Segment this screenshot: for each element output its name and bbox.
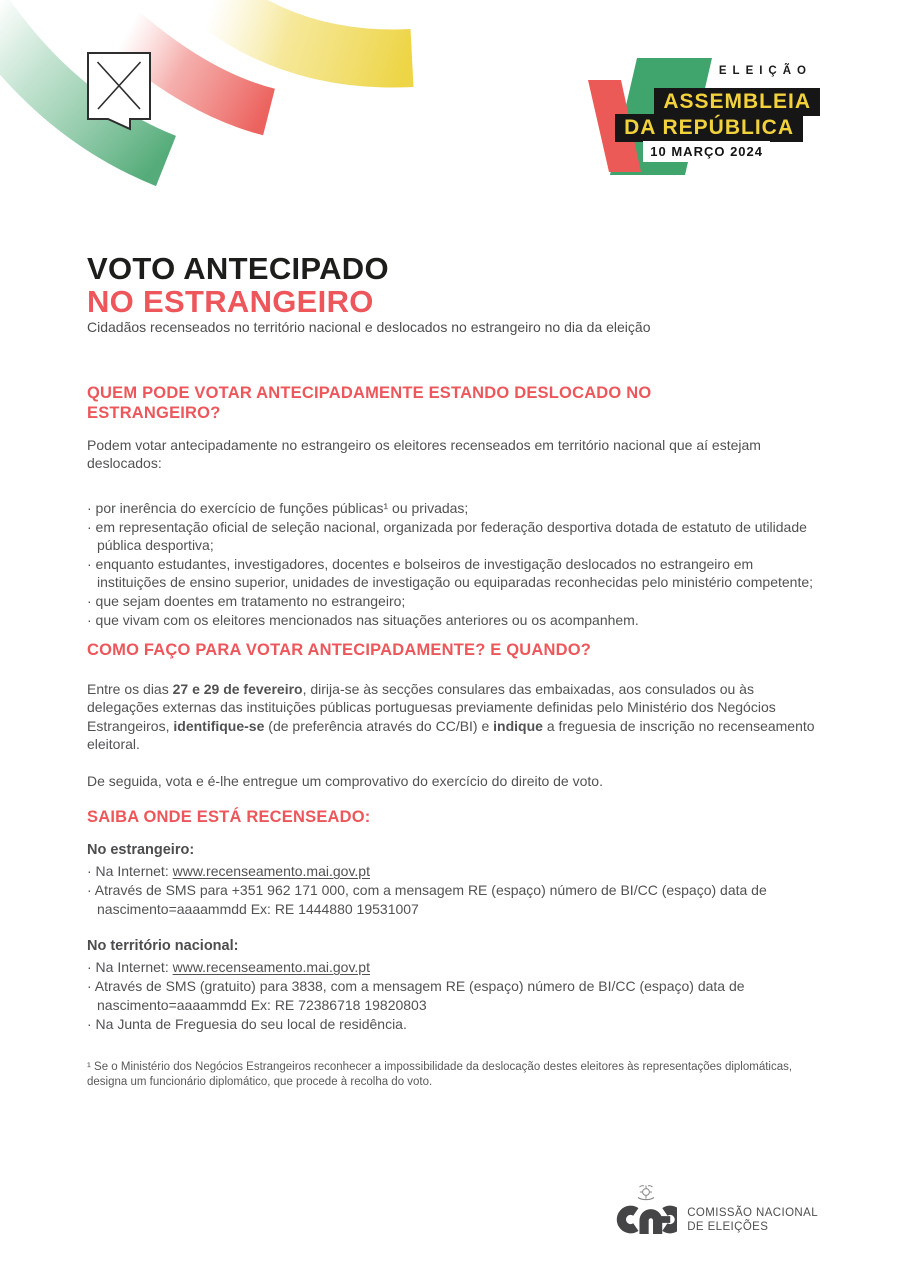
cne-logomark [615,1184,677,1236]
group-title: No território nacional: [87,938,239,954]
recenseamento-link[interactable]: www.recenseamento.mai.gov.pt [172,863,370,879]
cne-org-line1: COMISSÃO NACIONAL [687,1207,818,1219]
cne-acronym-glyph [615,1203,677,1236]
item-prefix: · Na Internet: [87,959,173,975]
como-dates-bold: 27 e 29 de fevereiro [172,680,303,697]
group-list [87,958,823,1034]
list-item [87,958,823,977]
como-text: , dirija-se às secções consulares das embaixadas, aos consulados ou às delegações externas das instituições públicas portuguesas previamente definidas pelo Ministério dos Negócios Estrangeiros, [87,680,776,734]
page-title-line1: VOTO ANTECIPADO [87,251,389,286]
footnote: ¹ Se o Ministério dos Negócios Estrangeiros reconhecer a impossibilidade da deslocação destes eleitores às representações diplomáticas, designa um funcionário diplomático, que procede à recolha do voto. [87,1061,793,1088]
group-no-territorio-nacional [87,937,823,1034]
section-heading-quem-pode-votar: QUEM PODE VOTAR ANTECIPADAMENTE ESTANDO DESLOCADO NO ESTRANGEIRO? [87,383,652,422]
page-title [87,252,823,318]
como-paragraph [87,680,823,754]
como-text: a freguesia de inscrição no recenseamento eleitoral. [87,717,815,752]
group-title: No estrangeiro: [87,842,195,858]
list-item: · em representação oficial de seleção nacional, organizada por federação desportiva dotada de estatuto de utilidade pública desportiva; [87,518,807,553]
item-prefix: · Na Internet: [87,863,173,879]
section-heading-como-faco: COMO FAÇO PARA VOTAR ANTECIPADAMENTE? E QUANDO? [87,640,592,659]
election-eyebrow: ELEIÇÃO [718,65,812,77]
como-indique-bold: indique [493,717,543,734]
page-title-line2: NO ESTRANGEIRO [87,284,374,319]
page-subtitle: Cidadãos recenseados no território nacional e deslocados no estrangeiro no dia da eleição [87,319,651,335]
cne-footer-logo [615,1184,818,1236]
list-item: · por inerência do exercício de funções públicas¹ ou privadas; [87,499,469,516]
quem-bullet-list [87,499,823,629]
recenseamento-link[interactable]: www.recenseamento.mai.gov.pt [172,959,370,975]
assembly-title-line1: ASSEMBLEIA [654,88,820,116]
como-identifique-bold: identifique-se [173,717,265,734]
election-date: 10 MARÇO 2024 [643,141,770,162]
section-heading-saiba-onde: SAIBA ONDE ESTÁ RECENSEADO: [87,808,371,826]
como-paragraph-2: De seguida, vota e é-lhe entregue um comprovativo do exercício do direito de voto. [87,772,603,789]
list-item: · Através de SMS (gratuito) para 3838, com a mensagem RE (espaço) número de BI/CC (espaço) data de nascimento=aaaammdd Ex: RE 72386718 19820803 [87,978,745,1013]
list-item: · Através de SMS para +351 962 171 000, com a mensagem RE (espaço) número de BI/CC (espaço) data de nascimento=aaaammdd Ex: RE 1444880 19531007 [87,882,767,917]
assembly-title-line2: DA REPÚBLICA [615,114,803,142]
como-text: (de preferência através do CC/BI) e [264,717,494,734]
group-no-estrangeiro [87,841,823,919]
group-list [87,862,823,919]
cne-org-name [687,1206,818,1236]
cne-org-line2: DE ELEIÇÕES [687,1221,769,1233]
como-text: Entre os dias [87,680,173,697]
list-item: · que sejam doentes em tratamento no estrangeiro; [87,592,406,609]
list-item: · enquanto estudantes, investigadores, docentes e bolseiros de investigação deslocados no estrangeiro em instituições de ensino superior, unidades de investigação ou equiparadas reconhecidas pelo ministério competente; [87,555,814,590]
cne-crest-icon [633,1184,659,1201]
quem-intro-paragraph: Podem votar antecipadamente no estrangeiro os eleitores recenseados em território nacional que aí estejam deslocados: [87,436,761,471]
list-item [87,862,823,881]
list-item: · Na Junta de Freguesia do seu local de residência. [87,1016,407,1032]
list-item: · que vivam com os eleitores mencionados nas situações anteriores ou os acompanhem. [87,611,639,628]
